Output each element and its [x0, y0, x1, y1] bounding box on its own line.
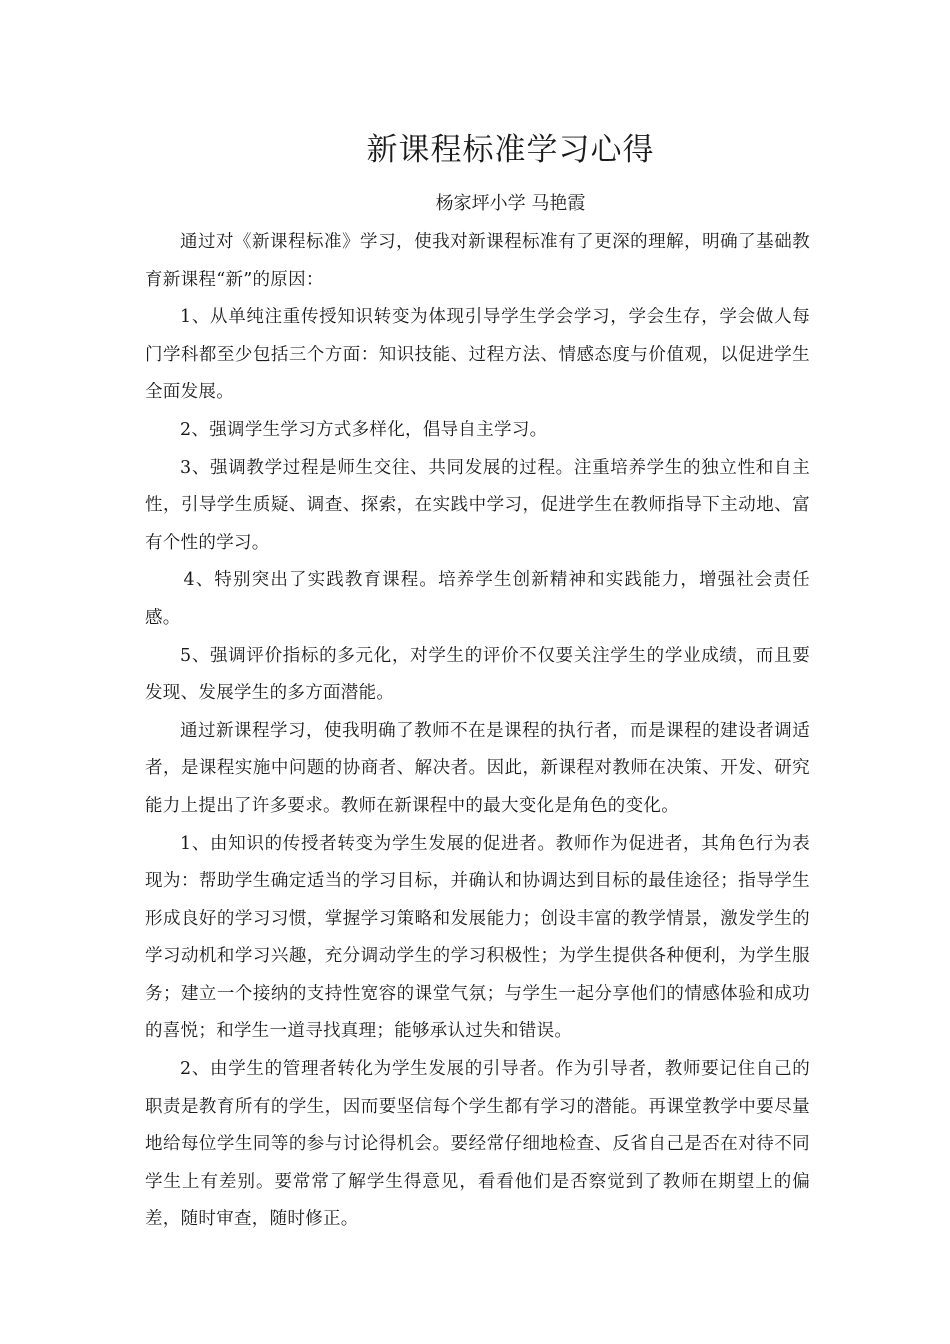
document-title: 新课程标准学习心得 — [366, 132, 655, 168]
paragraph-role-2: 2、由学生的管理者转化为学生发展的引导者。作为引导者，教师要记住自己的职责是教育所有的学生，因而要坚信每个学生都有学习的潜能。再课堂教学中要尽量地给每位学生同等的参与讨论得机会。要经常仔细地检查、反省自己是否在对待不同学生上有差别。要常常了解学生得意见，看看他们是否察觉到了教师在期望上的偏差，随时审查，随时修正。 — [145, 1059, 810, 1230]
paragraph-teacher-role: 通过新课程学习，使我明确了教师不在是课程的执行者，而是课程的建设者调适者，是课程实施中问题的协商者、解决者。因此，新课程对教师在决策、开发、研究能力上提出了许多要求。教师在新课程中的最大变化是角色的变化。 — [145, 720, 810, 816]
paragraph-intro: 通过对《新课程标准》学习，使我对新课程标准有了更深的理解，明确了基础教育新课程“新”的原因： — [145, 232, 810, 290]
paragraph-point-3: 3、强调教学过程是师生交往、共同发展的过程。注重培养学生的独立性和自主性，引导学生质疑、调查、探索，在实践中学习，促进学生在教师指导下主动地、富有个性的学习。 — [145, 457, 810, 553]
paragraph-point-5: 5、强调评价指标的多元化，对学生的评价不仅要关注学生的学业成绩，而且要发现、发展学生的多方面潜能。 — [145, 645, 810, 704]
paragraph-point-1: 1、从单纯注重传授知识转变为体现引导学生学会学习，学会生存，学会做人每门学科都至少包括三个方面：知识技能、过程方法、情感态度与价值观，以促进学生全面发展。 — [145, 307, 810, 403]
document-body — [145, 224, 810, 1239]
paragraph-point-2: 2、强调学生学习方式多样化，倡导自主学习。 — [180, 419, 548, 440]
paragraph-role-1: 1、由知识的传授者转变为学生发展的促进者。教师作为促进者，其角色行为表现为：帮助学生确定适当的学习目标，并确认和协调达到目标的最佳途径；指导学生形成良好的学习习惯，掌握学习策略和发展能力；创设丰富的教学情景，激发学生的学习动机和学习兴趣，充分调动学生的学习积极性；为学生提供各种便利，为学生服务；建立一个接纳的支持性宽容的课堂气氛；与学生一起分享他们的情感体验和成功的喜悦；和学生一道寻找真理；能够承认过失和错误。 — [145, 833, 810, 1042]
paragraph-point-4: 4、特别突出了实践教育课程。培养学生创新精神和实践能力，增强社会责任感。 — [145, 570, 810, 628]
document-author: 杨家坪小学 马艳霞 — [435, 193, 586, 214]
